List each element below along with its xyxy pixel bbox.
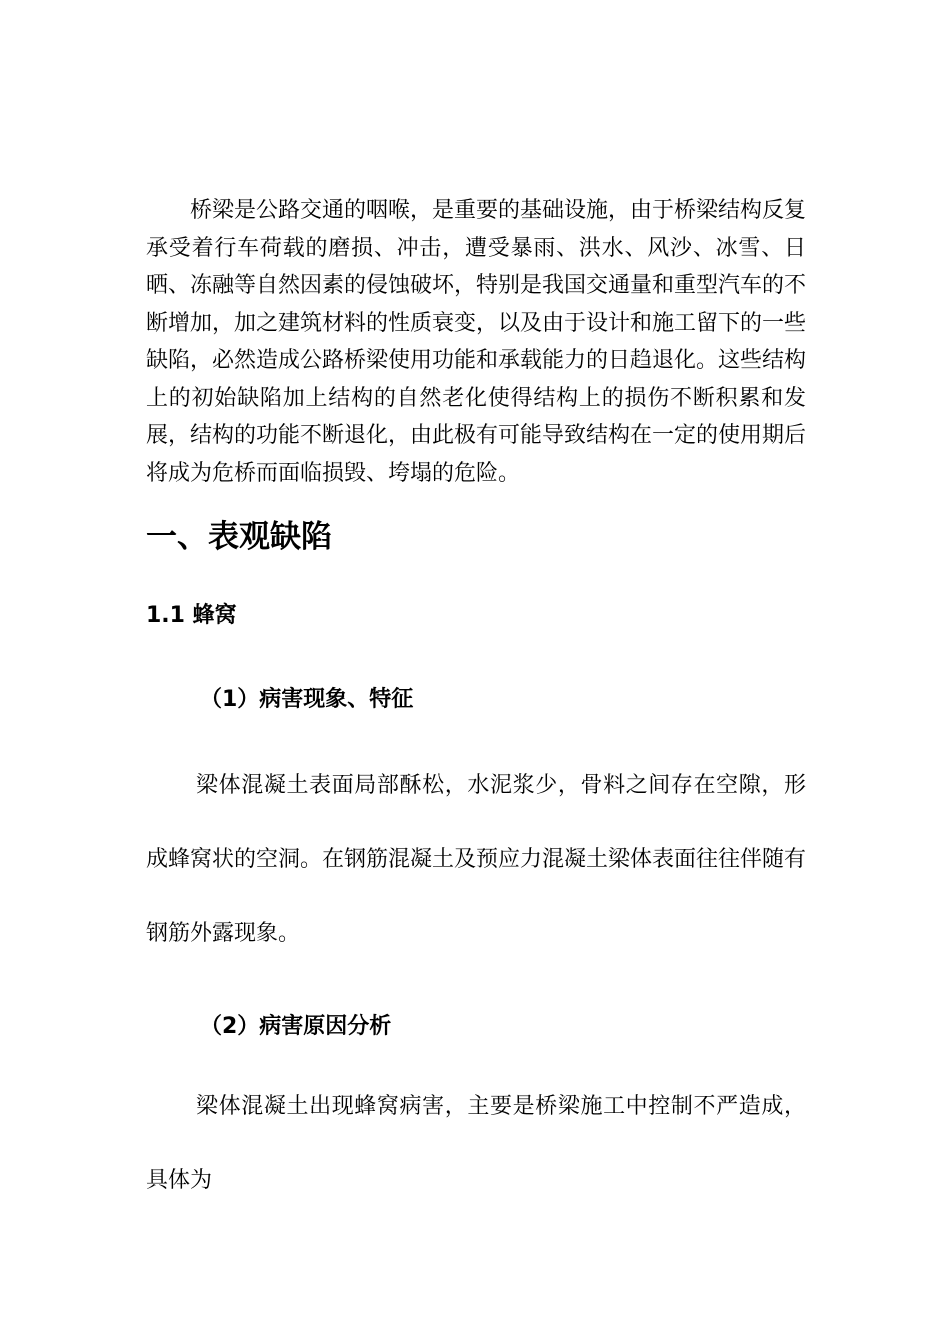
phenomena-paragraph: 梁体混凝土表面局部酥松，水泥浆少，骨料之间存在空隙，形成蜂窝状的空洞。在钢筋混凝土及预应力混凝土梁体表面往往伴随有钢筋外露现象。 <box>146 773 807 946</box>
intro-paragraph: 桥梁是公路交通的咽喉，是重要的基础设施，由于桥梁结构反复承受着行车荷载的磨损、冲击，遭受暴雨、洪水、风沙、冰雪、日晒、冻融等自然因素的侵蚀破坏，特别是我国交通量和重型汽车的不断增加，加之建筑材料的性质衰变，以及由于设计和施工留下的一些缺陷，必然造成公路桥梁使用功能和承载能力的日趋退化。这些结构上的初始缺陷加上结构的自然老化使得结构上的损伤不断积累和发展，结构的功能不断退化，由此极有可能导致结构在一定的使用期后将成为危桥而面临损毁、垮塌的危险。 <box>146 198 807 486</box>
section-heading-surface-defects: 一、表观缺陷 <box>146 519 332 555</box>
cause-analysis-paragraph: 梁体混凝土出现蜂窝病害，主要是桥梁施工中控制不严造成，具体为 <box>146 1094 806 1193</box>
subsection-heading-honeycomb: 1.1 蜂窝 <box>146 603 237 628</box>
item-heading-phenomena: （1）病害现象、特征 <box>200 687 414 712</box>
document-content <box>146 192 806 1218</box>
item-heading-cause-analysis: （2）病害原因分析 <box>200 1014 392 1039</box>
